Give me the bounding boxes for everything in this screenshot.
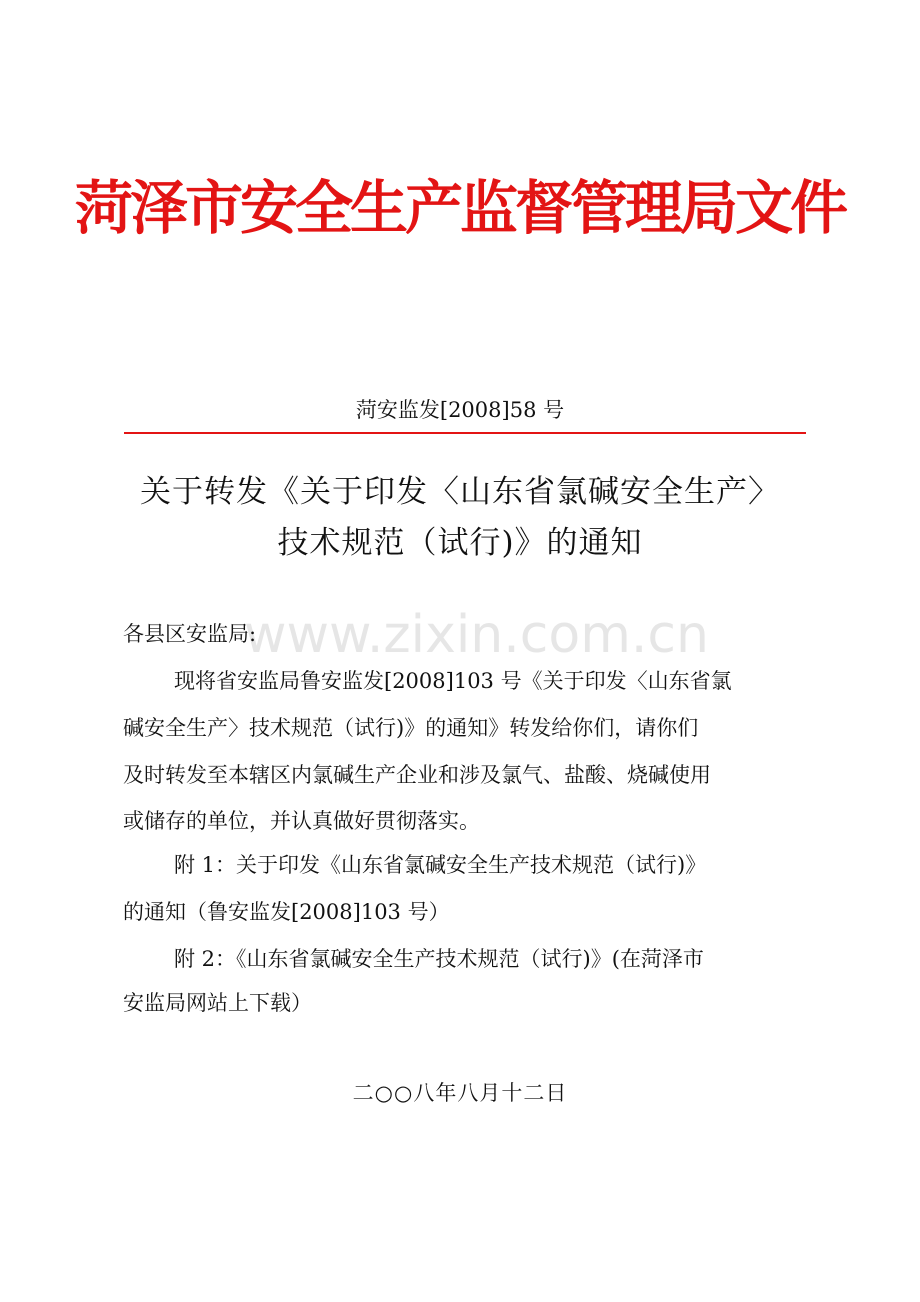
- body-line: 碱安全生产〉技术规范（试行)》的通知》转发给你们，请你们: [123, 716, 699, 740]
- document-header-title: 菏泽市安全生产监督管理局文件: [74, 174, 845, 242]
- document-title-line-1: 关于转发《关于印发〈山东省氯碱安全生产〉: [140, 474, 780, 510]
- body-line: 及时转发至本辖区内氯碱生产企业和涉及氯气、盐酸、烧碱使用: [123, 763, 711, 787]
- attachment-2-line: 安监局网站上下载）: [123, 991, 312, 1015]
- attachment-2-line: 附 2：《山东省氯碱安全生产技术规范（试行)》(在菏泽市: [174, 947, 704, 971]
- body-line: 或储存的单位，并认真做好贯彻落实。: [123, 809, 480, 833]
- document-title-line-2: 技术规范（试行)》的通知: [277, 525, 643, 561]
- body-line: 现将省安监局鲁安监发[2008]103 号《关于印发〈山东省氯: [174, 669, 732, 693]
- header-divider: [124, 432, 806, 434]
- document-date: 二○○八年八月十二日: [352, 1081, 568, 1105]
- watermark: www.zixin.com.cn: [244, 605, 709, 665]
- document-number: 菏安监发[2008]58 号: [355, 398, 565, 422]
- attachment-1-line: 的通知（鲁安监发[2008]103 号）: [123, 900, 450, 924]
- salutation: 各县区安监局:: [123, 622, 257, 646]
- attachment-1-line: 附 1：关于印发《山东省氯碱安全生产技术规范（试行)》: [174, 853, 707, 877]
